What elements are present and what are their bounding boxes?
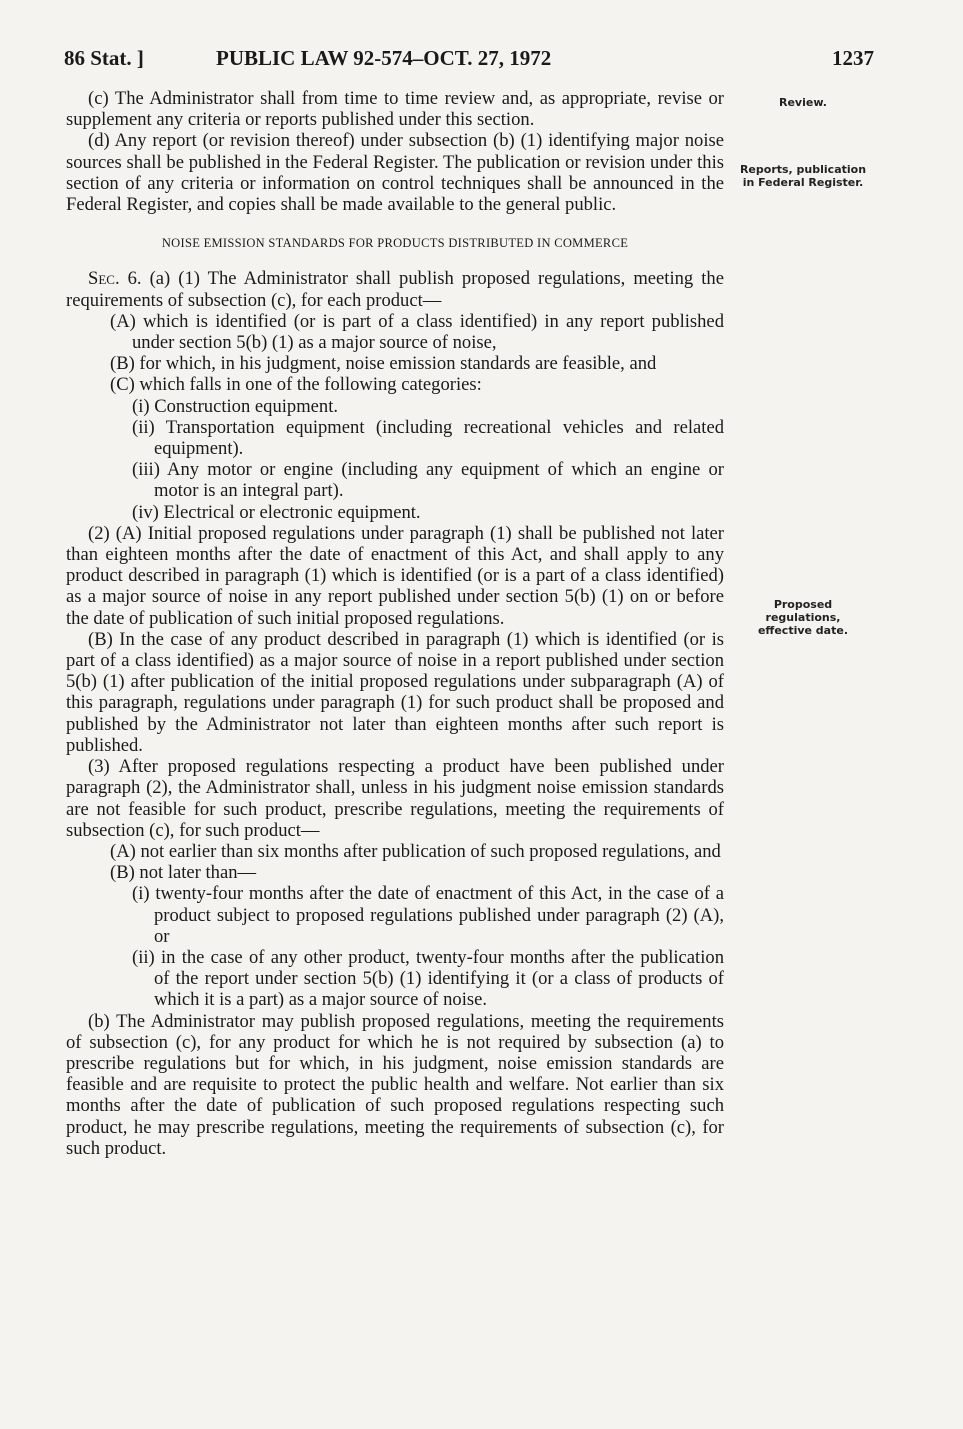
clause-a3B: (B) not later than— xyxy=(110,862,257,884)
section-label: Sec. 6. xyxy=(88,268,142,290)
clause-C: (C) which falls in one of the following categories: xyxy=(110,374,482,396)
paragraph-d: (d) Any report (or revision thereof) under subsection (b) (1) identifying major noise sources shall be published in the Federal Register. The publication or revision under this section of any criteria or information on control techniques shall be announced in the Federal Register, and copies shall be made available to the general public. xyxy=(66,130,724,216)
paragraph-a2B: (B) In the case of any product described in paragraph (1) which is identified (or is part of a class identified) as a major source of noise in a report published under section 5(b) (1) after publication of the initial proposed regulations under subparagraph (A) of this paragraph, regulations under paragraph (1) for such product shall be proposed and published by the Administrator not later than eighteen months after such report is published. xyxy=(66,628,724,756)
clause-a3B-i: (i) twenty-four months after the date of enactment of this Act, in the case of a product subject to proposed regulations published under paragraph (2) (A), or xyxy=(132,883,724,947)
statute-reference: 86 Stat. ] xyxy=(64,46,144,70)
document-body xyxy=(66,88,724,1159)
section-6-a1 xyxy=(66,268,724,310)
section-heading: NOISE EMISSION STANDARDS FOR PRODUCTS DISTRIBUTED IN COMMERCE xyxy=(161,236,629,251)
clause-C-i: (i) Construction equipment. xyxy=(132,395,339,417)
margin-note-reports: Reports, publication in Federal Register. xyxy=(739,163,867,189)
paragraph-a3: (3) After proposed regulations respecting a product have been published under paragraph (2), the Administrator shall, unless in his judgment noise emission standards are not feasible for such product, prescribe regulations, meeting the requirements of subsection (c), for such product— xyxy=(66,756,724,841)
clause-a3B-ii: (ii) in the case of any other product, twenty-four months after the publication of the report under section 5(b) (1) identifying it (or a class of products of which it is a part) as a major source of noise. xyxy=(132,946,724,1011)
paragraph-c: (c) The Administrator shall from time to time review and, as appropriate, revise or supplement any criteria or reports published under this section. xyxy=(66,88,724,131)
margin-note-review: Review. xyxy=(779,96,827,109)
clause-B: (B) for which, in his judgment, noise emission standards are feasible, and xyxy=(110,353,657,375)
clause-C-ii: (ii) Transportation equipment (including recreational vehicles and related equipment). xyxy=(132,416,724,460)
section-6-a1-text: (a) (1) The Administrator shall publish proposed regulations, meeting the requirements of subsection (c), for each product— xyxy=(66,268,724,311)
clause-C-iv: (iv) Electrical or electronic equipment. xyxy=(132,501,421,523)
page-title: PUBLIC LAW 92-574–OCT. 27, 1972 xyxy=(216,46,552,70)
clause-a3A: (A) not earlier than six months after publication of such proposed regulations, and xyxy=(110,840,721,862)
paragraph-b: (b) The Administrator may publish proposed regulations, meeting the requirements of subsection (c), for any product for which he is not required by subsection (a) to prescribe regulations but for which, in his judgment, noise emission standards are feasible and are requisite to protect the public health and welfare. Not earlier than six months after the date of publication of such proposed regulations respecting such product, he may prescribe regulations, meeting the requirements of subsection (c), for such product. xyxy=(66,1010,724,1159)
running-header xyxy=(64,46,874,76)
page-number: 1237 xyxy=(832,46,874,70)
clause-C-iii: (iii) Any motor or engine (including any equipment of which an engine or motor is an integral part). xyxy=(132,459,724,502)
clause-A: (A) which is identified (or is part of a class identified) in any report published under section 5(b) (1) as a major source of noise, xyxy=(110,310,724,354)
paragraph-a2A: (2) (A) Initial proposed regulations under paragraph (1) shall be published not later than eighteen months after the date of enactment of this Act, and shall apply to any product described in paragraph (1) which is identified (or is a part of a class identified) as a major source of noise in any report published under section 5(b) (1) on or before the date of publication of such initial proposed regulations. xyxy=(66,522,724,629)
margin-note-proposed: Proposed regulations, effective date. xyxy=(757,598,849,637)
